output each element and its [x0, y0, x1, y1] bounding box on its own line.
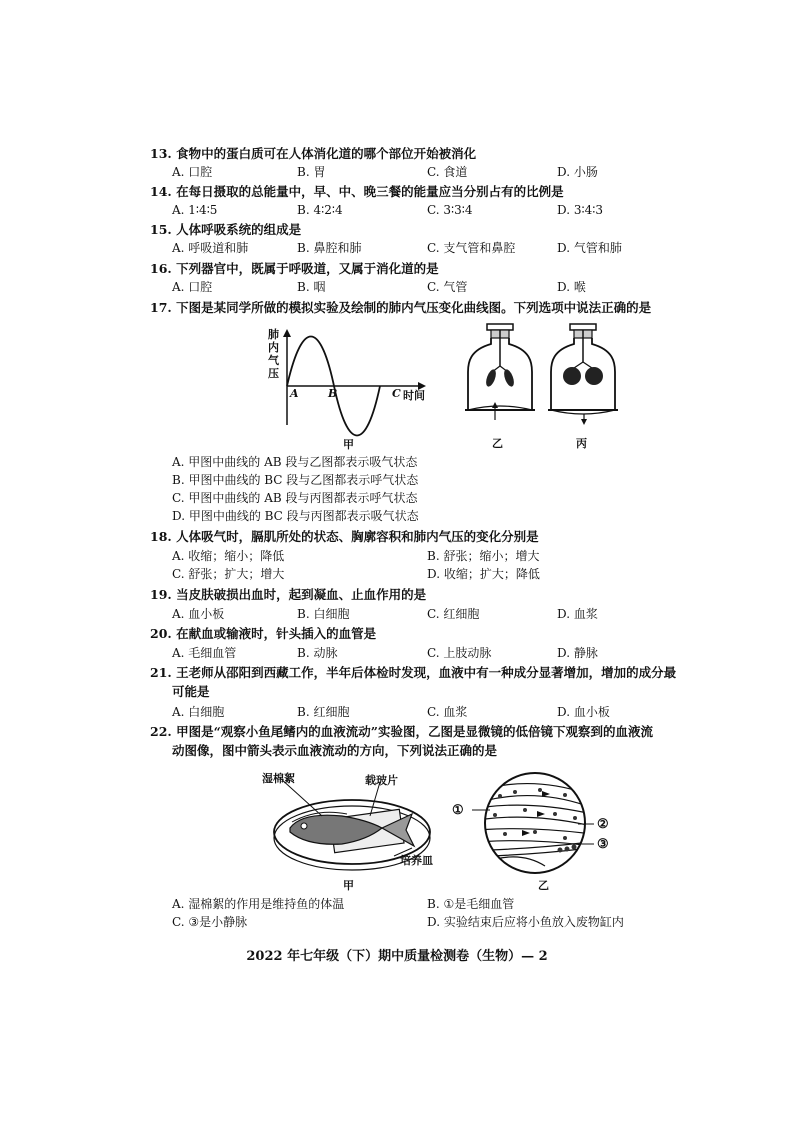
q22-mark-3: ③	[597, 837, 609, 852]
q17-bell-jar-bing	[548, 322, 618, 422]
question-22-stem-line1: 22. 甲图是“观察小鱼尾鳍内的血液流动”实验图，乙图是显微镜的低倍镜下观察到的血液流	[150, 724, 653, 739]
q17-option-d[interactable]: D. 甲图中曲线的 BC 段与丙图都表示吸气状态	[172, 509, 419, 523]
q19-option-b[interactable]: B. 白细胞	[297, 607, 350, 621]
question-21-options	[172, 704, 712, 720]
q20-option-c[interactable]: C. 上肢动脉	[427, 646, 492, 660]
q17-point-b: B	[328, 387, 338, 400]
question-22-options-row2	[172, 914, 712, 930]
q14-option-d[interactable]: D. 3∶4∶3	[557, 203, 603, 217]
question-18-options-row1	[172, 548, 712, 564]
q14-option-c[interactable]: C. 3∶3∶4	[427, 203, 473, 217]
q22-option-b[interactable]: B. ①是毛细血管	[427, 897, 515, 911]
question-14-stem: 14. 在每日摄取的总能量中，早、中、晚三餐的能量应当分别占有的比例是	[150, 184, 564, 199]
question-22-stem-line2: 动图像，图中箭头表示血液流动的方向，下列说法正确的是	[172, 743, 498, 758]
q21-option-c[interactable]: C. 血浆	[427, 705, 468, 719]
ylabel-char-2: 内	[268, 341, 279, 354]
q17-pressure-graph	[262, 325, 442, 435]
question-18-stem: 18. 人体吸气时，膈肌所处的状态、胸廓容积和肺内气压的变化分别是	[150, 529, 539, 544]
q13-option-a[interactable]: A. 口腔	[172, 165, 213, 179]
q13-option-c[interactable]: C. 食道	[427, 165, 468, 179]
q16-option-d[interactable]: D. 喉	[557, 280, 586, 294]
question-22-options-row1	[172, 896, 712, 912]
q17-point-a: A	[290, 387, 299, 400]
q17-bell-jar-yi	[465, 322, 535, 422]
question-19-options	[172, 606, 712, 622]
question-16-stem: 16. 下列器官中，既属于呼吸道，又属于消化道的是	[150, 261, 439, 276]
q22-option-a[interactable]: A. 湿棉絮的作用是维持鱼的体温	[172, 897, 345, 911]
q21-option-a[interactable]: A. 白细胞	[172, 705, 225, 719]
q17-point-c: C	[392, 387, 401, 400]
q17-caption-yi: 乙	[492, 437, 503, 450]
q19-option-a[interactable]: A. 血小板	[172, 607, 225, 621]
q20-option-d[interactable]: D. 静脉	[557, 646, 598, 660]
q21-option-d[interactable]: D. 血小板	[557, 705, 610, 719]
q17-option-b[interactable]: B. 甲图中曲线的 BC 段与乙图都表示呼气状态	[172, 473, 419, 487]
q13-option-b[interactable]: B. 胃	[297, 165, 326, 179]
q16-option-b[interactable]: B. 咽	[297, 280, 326, 294]
question-20-stem: 20. 在献血或输液时，针头插入的血管是	[150, 626, 377, 641]
question-13-stem: 13. 食物中的蛋白质可在人体消化道的哪个部位开始被消化	[150, 146, 477, 161]
question-16-options	[172, 279, 712, 295]
q18-option-c[interactable]: C. 舒张；扩大；增大	[172, 567, 285, 581]
q15-option-a[interactable]: A. 呼吸道和肺	[172, 241, 249, 255]
q22-option-d[interactable]: D. 实验结束后应将小鱼放入废物缸内	[427, 915, 624, 929]
q21-option-b[interactable]: B. 红细胞	[297, 705, 350, 719]
q22-mark-1: ①	[452, 803, 464, 818]
q22-label-slide: 载玻片	[365, 774, 398, 787]
q14-option-a[interactable]: A. 1∶4∶5	[172, 203, 218, 217]
question-21-stem-line1: 21. 王老师从邵阳到西藏工作，半年后体检时发现，血液中有一种成分显著增加，增加的成分最	[150, 665, 677, 680]
ylabel-char-1: 肺	[268, 328, 279, 341]
q17-graph-ylabel	[268, 328, 282, 380]
q18-option-d[interactable]: D. 收缩；扩大；降低	[427, 567, 540, 581]
q17-caption-bing: 丙	[576, 437, 587, 450]
q22-mark-2: ②	[597, 817, 609, 832]
page-footer: 2022 年七年级（下）期中质量检测卷（生物）— 2	[246, 949, 548, 964]
question-14-options	[172, 202, 712, 218]
question-13-options	[172, 164, 712, 180]
question-20-options	[172, 645, 712, 661]
question-17-stem: 17. 下图是某同学所做的模拟实验及绘制的肺内气压变化曲线图。下列选项中说法正确的是	[150, 300, 652, 315]
q22-label-cotton: 湿棉絮	[262, 772, 295, 785]
q22-option-c[interactable]: C. ③是小静脉	[172, 915, 248, 929]
q15-option-c[interactable]: C. 支气管和鼻腔	[427, 241, 516, 255]
question-15-options	[172, 240, 712, 256]
question-19-stem: 19. 当皮肤破损出血时，起到凝血、止血作用的是	[150, 587, 427, 602]
q22-caption-yi: 乙	[538, 879, 549, 892]
q22-caption-jia: 甲	[343, 879, 354, 892]
q17-option-c[interactable]: C. 甲图中曲线的 AB 段与丙图都表示呼气状态	[172, 491, 418, 505]
q17-option-a[interactable]: A. 甲图中曲线的 AB 段与乙图都表示吸气状态	[172, 455, 418, 469]
q22-label-dish: 培养皿	[400, 854, 433, 867]
q17-caption-jia: 甲	[343, 438, 354, 451]
q14-option-b[interactable]: B. 4∶2∶4	[297, 203, 343, 217]
question-15-stem: 15. 人体呼吸系统的组成是	[150, 222, 302, 237]
q16-option-c[interactable]: C. 气管	[427, 280, 468, 294]
q19-option-c[interactable]: C. 红细胞	[427, 607, 480, 621]
q18-option-a[interactable]: A. 收缩；缩小；降低	[172, 549, 285, 563]
ylabel-char-4: 压	[268, 367, 279, 380]
question-18-options-row2	[172, 566, 712, 582]
q17-graph-xlabel: 时间	[403, 389, 425, 402]
q16-option-a[interactable]: A. 口腔	[172, 280, 213, 294]
q22-microscope-view	[470, 770, 600, 880]
question-21-stem-line2: 可能是	[172, 684, 210, 699]
q19-option-d[interactable]: D. 血浆	[557, 607, 598, 621]
q15-option-b[interactable]: B. 鼻腔和肺	[297, 241, 362, 255]
q15-option-d[interactable]: D. 气管和肺	[557, 241, 622, 255]
q18-option-b[interactable]: B. 舒张；缩小；增大	[427, 549, 540, 563]
q20-option-b[interactable]: B. 动脉	[297, 646, 338, 660]
q20-option-a[interactable]: A. 毛细血管	[172, 646, 237, 660]
q13-option-d[interactable]: D. 小肠	[557, 165, 598, 179]
ylabel-char-3: 气	[268, 354, 279, 367]
